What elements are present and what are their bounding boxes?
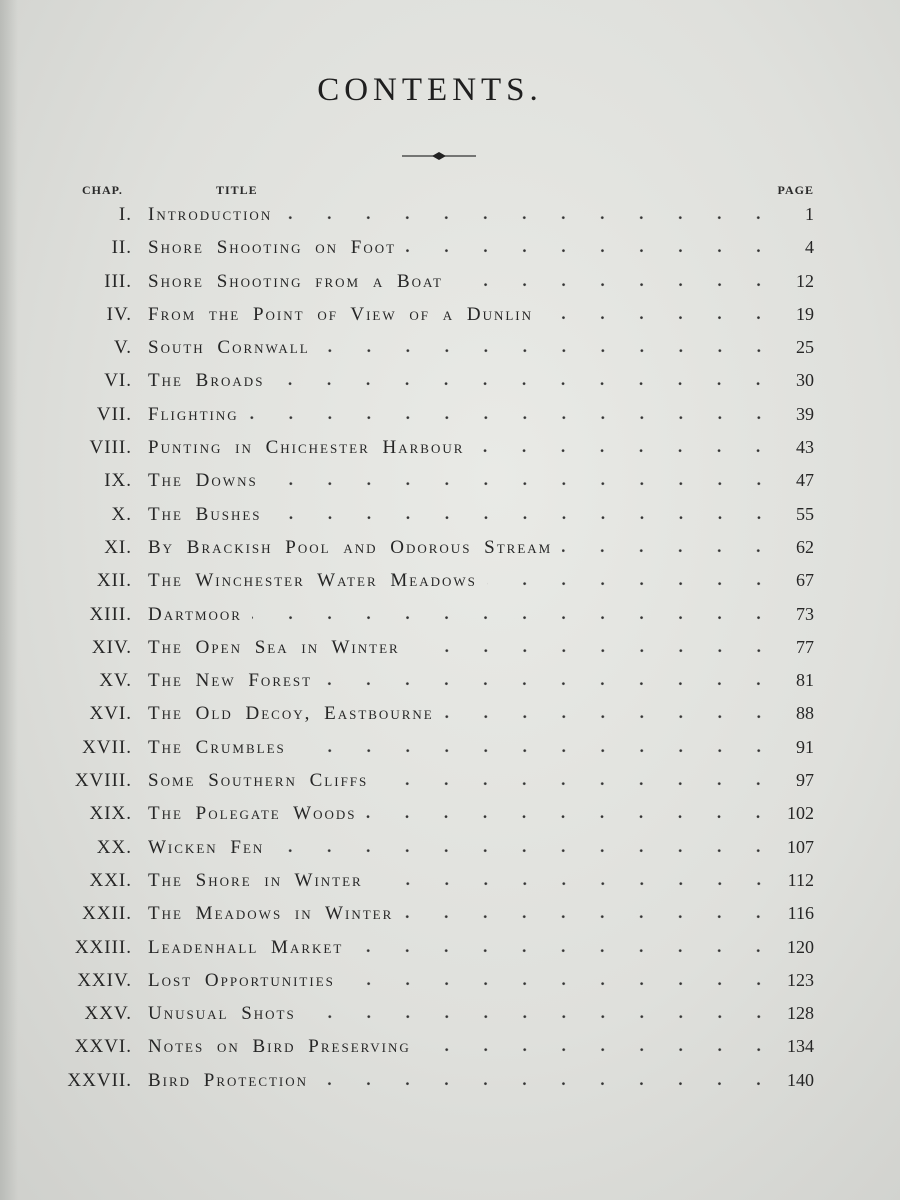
chapter-number: XVI.	[89, 703, 132, 725]
leader-dots	[268, 464, 778, 497]
leader-dots	[366, 797, 778, 830]
chapter-title: The Meadows in Winter	[148, 903, 394, 925]
contents-entry	[0, 398, 900, 431]
chapter-title: From the Point of View of a Dunlin	[148, 303, 534, 325]
chapter-title: The New Forest	[148, 670, 313, 692]
chapter-title: Flighting	[148, 403, 239, 425]
chapter-title: Lost Opportunities	[148, 969, 335, 991]
chapter-title: The Bushes	[148, 503, 262, 525]
chapter-number: XVIII.	[74, 770, 132, 792]
chapter-title: The Polegate Woods	[148, 803, 357, 825]
contents-entry	[0, 331, 900, 364]
page-number: 116	[787, 903, 814, 924]
contents-entry	[0, 531, 900, 564]
page-number: 30	[796, 370, 814, 391]
chapter-number: VII.	[96, 403, 132, 425]
contents-entry	[0, 1064, 900, 1097]
contents-entry	[0, 198, 900, 231]
contents-entry	[0, 464, 900, 497]
page-number: 55	[796, 503, 814, 524]
chapter-number: XXVI.	[74, 1036, 132, 1058]
chapter-title: The Open Sea in Winter	[148, 636, 400, 658]
chapter-title: South Cornwall	[148, 337, 310, 359]
contents-entry	[0, 764, 900, 797]
chapter-title: The Old Decoy, Eastbourne	[148, 703, 434, 725]
contents-entry	[0, 831, 900, 864]
chapter-number: II.	[111, 237, 132, 259]
leader-dots	[345, 964, 778, 997]
leader-dots	[274, 831, 778, 864]
leader-dots	[474, 431, 778, 464]
contents-entry	[0, 664, 900, 697]
contents-entry	[0, 564, 900, 597]
chapter-number: IX.	[104, 470, 132, 492]
ornament-divider-icon	[402, 150, 476, 162]
chapter-number: V.	[113, 337, 132, 359]
chapter-number: XXVII.	[67, 1069, 132, 1091]
contents-entry	[0, 231, 900, 264]
chapter-number: XX.	[96, 836, 132, 858]
chapter-number: XXII.	[82, 903, 132, 925]
page-number: 43	[796, 437, 814, 458]
chapter-title: Shore Shooting from a Boat	[148, 270, 443, 292]
leader-dots	[403, 897, 778, 930]
leader-dots	[543, 298, 778, 331]
page-number: 1	[805, 204, 814, 224]
page-number: 107	[787, 836, 814, 857]
page-number: 120	[787, 936, 814, 957]
contents-entry	[0, 964, 900, 997]
chapter-number: III.	[104, 270, 132, 292]
chapter-number: XII.	[96, 570, 132, 592]
contents-list	[0, 198, 900, 1097]
leader-dots	[296, 731, 778, 764]
leader-dots	[444, 697, 778, 730]
chapter-number: XXI.	[89, 869, 132, 891]
page-number: 128	[787, 1003, 814, 1024]
leader-dots	[320, 331, 778, 364]
chapter-number: XIII.	[89, 603, 132, 625]
leader-dots	[306, 997, 778, 1030]
page-number: 19	[796, 303, 814, 324]
chapter-title: The Downs	[148, 470, 258, 492]
contents-entry	[0, 498, 900, 531]
page-number: 39	[796, 403, 814, 424]
chapter-title: By Brackish Pool and Odorous Stream	[148, 536, 553, 558]
chapter-title: Leadenhall Market	[148, 936, 344, 958]
leader-dots	[322, 664, 778, 697]
chapter-title: The Crumbles	[148, 736, 286, 758]
contents-entry	[0, 797, 900, 830]
leader-dots	[562, 531, 778, 564]
chapter-number: XXIII.	[74, 936, 132, 958]
chapter-number: XXV.	[84, 1003, 132, 1025]
page-number: 73	[796, 603, 814, 624]
contents-entry	[0, 931, 900, 964]
leader-dots	[373, 864, 778, 897]
leader-dots	[410, 631, 778, 664]
contents-entry	[0, 864, 900, 897]
chapter-title: Notes on Bird Preserving	[148, 1036, 411, 1058]
leader-dots	[274, 364, 778, 397]
chapter-title: Wicken Fen	[148, 836, 265, 858]
page-number: 102	[787, 803, 814, 824]
page-number: 88	[796, 703, 814, 724]
page-number: 123	[787, 969, 814, 990]
contents-entry	[0, 364, 900, 397]
leader-dots	[487, 564, 778, 597]
page-title: CONTENTS.	[317, 72, 543, 108]
contents-entry	[0, 265, 900, 298]
contents-entry	[0, 731, 900, 764]
page-number: 47	[796, 470, 814, 491]
leader-dots	[378, 764, 778, 797]
chapter-number: XIV.	[91, 636, 132, 658]
page-number: 12	[796, 270, 814, 291]
column-header-chap: CHAP.	[82, 183, 123, 197]
leader-dots	[406, 231, 778, 264]
leader-dots	[453, 265, 778, 298]
chapter-title: Punting in Chichester Harbour	[148, 437, 465, 459]
page-number: 67	[796, 570, 814, 591]
chapter-title: The Winchester Water Meadows	[148, 570, 477, 592]
page-number: 4	[805, 237, 814, 258]
chapter-number: XI.	[104, 536, 132, 558]
contents-entry	[0, 1030, 900, 1063]
leader-dots	[272, 498, 778, 531]
chapter-title: Some Southern Cliffs	[148, 770, 369, 792]
leader-dots	[249, 398, 778, 431]
chapter-number: XVII.	[82, 736, 132, 758]
chapter-number: I.	[118, 204, 132, 225]
page-number: 91	[796, 736, 814, 757]
page-number: 81	[796, 670, 814, 691]
chapter-title: The Broads	[148, 370, 265, 392]
contents-entry	[0, 897, 900, 930]
page-number: 134	[787, 1036, 814, 1057]
chapter-title: Shore Shooting on Foot	[148, 237, 397, 259]
page-number: 140	[787, 1069, 814, 1090]
page-number: 62	[796, 536, 814, 557]
column-header-title: TITLE	[216, 183, 258, 197]
contents-entry	[0, 431, 900, 464]
leader-dots	[252, 598, 778, 631]
chapter-number: XV.	[99, 670, 132, 692]
contents-entry	[0, 598, 900, 631]
chapter-title: Dartmoor	[148, 603, 242, 625]
contents-entry	[0, 631, 900, 664]
chapter-number: XIX.	[89, 803, 132, 825]
chapter-number: VIII.	[89, 437, 132, 459]
column-header-page: PAGE	[777, 183, 814, 197]
chapter-title: The Shore in Winter	[148, 869, 363, 891]
page-number: 77	[796, 636, 814, 657]
chapter-number: IV.	[106, 303, 132, 325]
leader-dots	[353, 931, 778, 964]
page-number: 25	[796, 337, 814, 358]
leader-dots	[318, 1064, 778, 1097]
chapter-title: Bird Protection	[148, 1069, 309, 1091]
contents-entry	[0, 697, 900, 730]
chapter-number: XXIV.	[77, 969, 132, 991]
contents-entry	[0, 997, 900, 1030]
page-number: 112	[787, 869, 814, 890]
page-number: 97	[796, 770, 814, 791]
chapter-number: X.	[111, 503, 132, 525]
chapter-title: Unusual Shots	[148, 1003, 296, 1025]
leader-dots	[282, 198, 778, 231]
chapter-number: VI.	[104, 370, 132, 392]
leader-dots	[421, 1030, 778, 1063]
contents-entry	[0, 298, 900, 331]
chapter-title: Introduction	[148, 204, 273, 225]
